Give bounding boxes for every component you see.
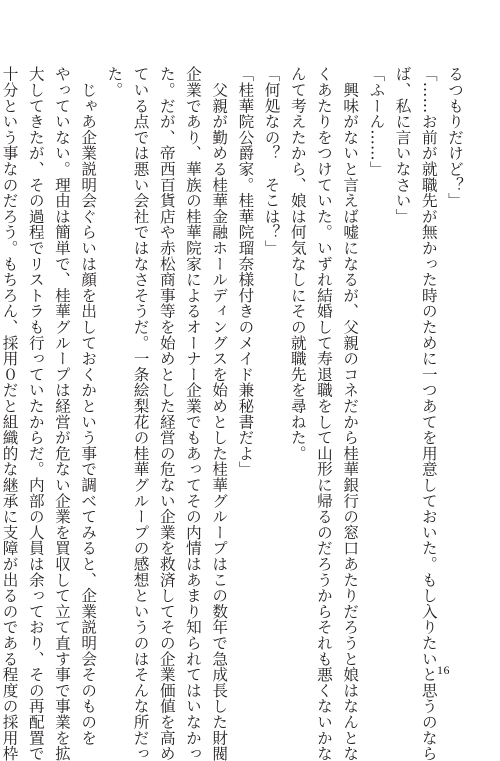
text-line: じゃあ企業説明会ぐらいは顔を出しておくかという事で調べてみると、企業説明会そのものを xyxy=(79,66,98,746)
text-line: 「何処なの？ そこは？」 xyxy=(262,66,281,256)
text-line: た。 xyxy=(105,66,124,98)
text-line: んて考えたから、娘は何気なしにその就職先を尋ねた。 xyxy=(288,66,307,461)
text-line: 企業であり、華族の桂華院家によるオーナー企業でもあってその内情はあまり知られてはいなかっ xyxy=(183,66,202,761)
text-line: ば、私に言いなさい」 xyxy=(393,66,412,224)
text-line: 父親が勤める桂華金融ホールディングスを始めとした桂華グループはこの数年で急成長した財閥 xyxy=(210,66,229,761)
text-line: くあたりをつけていた。いずれ結婚して寿退職をして山形に帰るのだろうからそれも悪くないかな xyxy=(314,66,333,761)
text-line: 十分という事なのだろう。もちろん、採用０だと組織的な継承に支障が出るのである程度の採用枠 xyxy=(0,66,19,761)
page-number: 16 xyxy=(437,663,450,677)
text-line: 「桂華院公爵家。桂華院瑠奈様付きのメイド兼秘書だよ」 xyxy=(236,66,255,477)
text-line: るつもりだけど？」 xyxy=(446,66,464,209)
text-line: 興味がないと言えば嘘になるが、父親のコネだから桂華銀行の窓口あたりだろうと娘はなんとな xyxy=(341,66,360,761)
text-line: 大してきたが、その過程でリストラも行っていたからだ。内部の人員は余っており、その再配置で xyxy=(26,66,45,761)
text-line: 「……お前が就職先が無かった時のために一つあてを用意しておいた。もし入りたいと思うのなら xyxy=(419,66,438,761)
text-line: やっていない。理由は簡単で、桂華グループは経営が危ない企業を買収して立て直す事で事業を拡 xyxy=(52,66,71,761)
text-line: た。だが、帝西百貨店や赤松商事等を始めとした経営の危ない企業を救済してその企業価値を高め xyxy=(157,66,176,761)
text-line: 「ふーん……」 xyxy=(367,66,386,177)
text-line: ている点では悪い会社ではなさそうだ。一条絵梨花の桂華グループの感想というのはそんな所だっ xyxy=(131,66,150,761)
